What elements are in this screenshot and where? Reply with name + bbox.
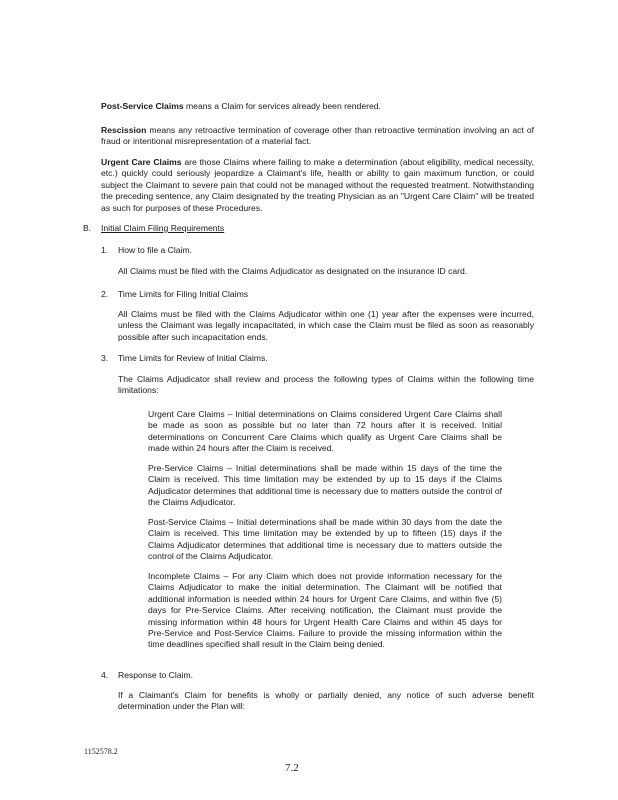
definition-term: Rescission	[101, 125, 147, 135]
item-label: Time Limits for Review of Initial Claims.	[118, 353, 268, 363]
sub-item-incomplete: Incomplete Claims – For any Claim which does not provide information necessary for the Claims Adjudicator to make the initial determination. The Claimant will be notified that additional information is needed within 24 hours for Urgent Care Claims, and within five (5) days for Pre-Service Claims. After receiving notification, the Claimant must provide the missing information within 48 hours for Urgent Health Care Claims and within 45 days for Pre-Service and Post-Service Claims. Failure to provide the missing information within the time deadlines specified shall result in the Claim being denied.	[148, 571, 502, 650]
item-number: 3.	[101, 353, 109, 363]
item-number: 4.	[101, 670, 109, 680]
item-body: All Claims must be filed with the Claims Adjudicator as designated on the insurance ID card.	[118, 266, 468, 276]
definition-term: Post-Service Claims	[101, 101, 184, 111]
item-number: 1.	[101, 245, 109, 255]
definition-text: are those Claims where failing to make a determination (about eligibility, medical necessity, etc.) quickly could seriously jeopardize a Claimant's life, health or ability to gain maximum function, or could subject the Claimant to severe pain that could not be managed without the requested treatment. Notwithstanding the preceding sentence, any Claim designated by the treating Physician as an "Urgent Care Claim" will be treated as such for purposes of these Procedures.	[101, 157, 534, 213]
page-number: 7.2	[285, 762, 299, 774]
section-title: Initial Claim Filing Requirements	[101, 223, 225, 233]
definition-term: Urgent Care Claims	[101, 157, 182, 167]
section-letter: B.	[83, 223, 92, 233]
definition-text: means a Claim for services already been rendered.	[183, 101, 381, 111]
item-body: The Claims Adjudicator shall review and process the following types of Claims within the following time limitations:	[118, 374, 534, 396]
item-label: Time Limits for Filing Initial Claims	[118, 289, 249, 299]
item-number: 2.	[101, 289, 109, 299]
document-id: 1152578.2	[84, 747, 118, 756]
sub-item-post-service: Post-Service Claims – Initial determinations shall be made within 30 days from the date the Claim is received. This time limitation may be extended by up to fifteen (15) days if the Claims Adjudicator determines that additional time is necessary due to matters outside the control of the Claims Adjudicator.	[148, 517, 502, 562]
item-label: How to file a Claim.	[118, 245, 193, 255]
definition-rescission	[101, 125, 534, 148]
definition-post-service-claims	[101, 101, 534, 112]
item-body: All Claims must be filed with the Claims Adjudicator within one (1) year after the expenses were incurred, unless the Claimant was legally incapacitated, in which case the Claim must be filed as soon as reasonably possible after such incapacitation ends.	[118, 309, 534, 342]
sub-item-pre-service: Pre-Service Claims – Initial determinations shall be made within 15 days of the time the Claim is received. This time limitation may be extended by up to 15 days if the Claims Adjudicator determines that additional time is necessary due to matters outside the control of the Claims Adjudicator.	[148, 463, 502, 508]
definition-urgent-care-claims	[101, 157, 534, 214]
sub-item-urgent-care: Urgent Care Claims – Initial determinations on Claims considered Urgent Care Claims shall be made as soon as possible but no later than 72 hours after it is received. Initial determinations on Concurrent Care Claims which qualify as Urgent Care Claims shall be made within 24 hours after the Claim is received.	[148, 409, 502, 454]
definition-text: means any retroactive termination of coverage other than retroactive termination involving an act of fraud or intentional misrepresentation of a material fact.	[101, 125, 534, 147]
item-body: If a Claimant's Claim for benefits is wholly or partially denied, any notice of such adverse benefit determination under the Plan will:	[118, 690, 534, 712]
item-label: Response to Claim.	[118, 670, 193, 680]
